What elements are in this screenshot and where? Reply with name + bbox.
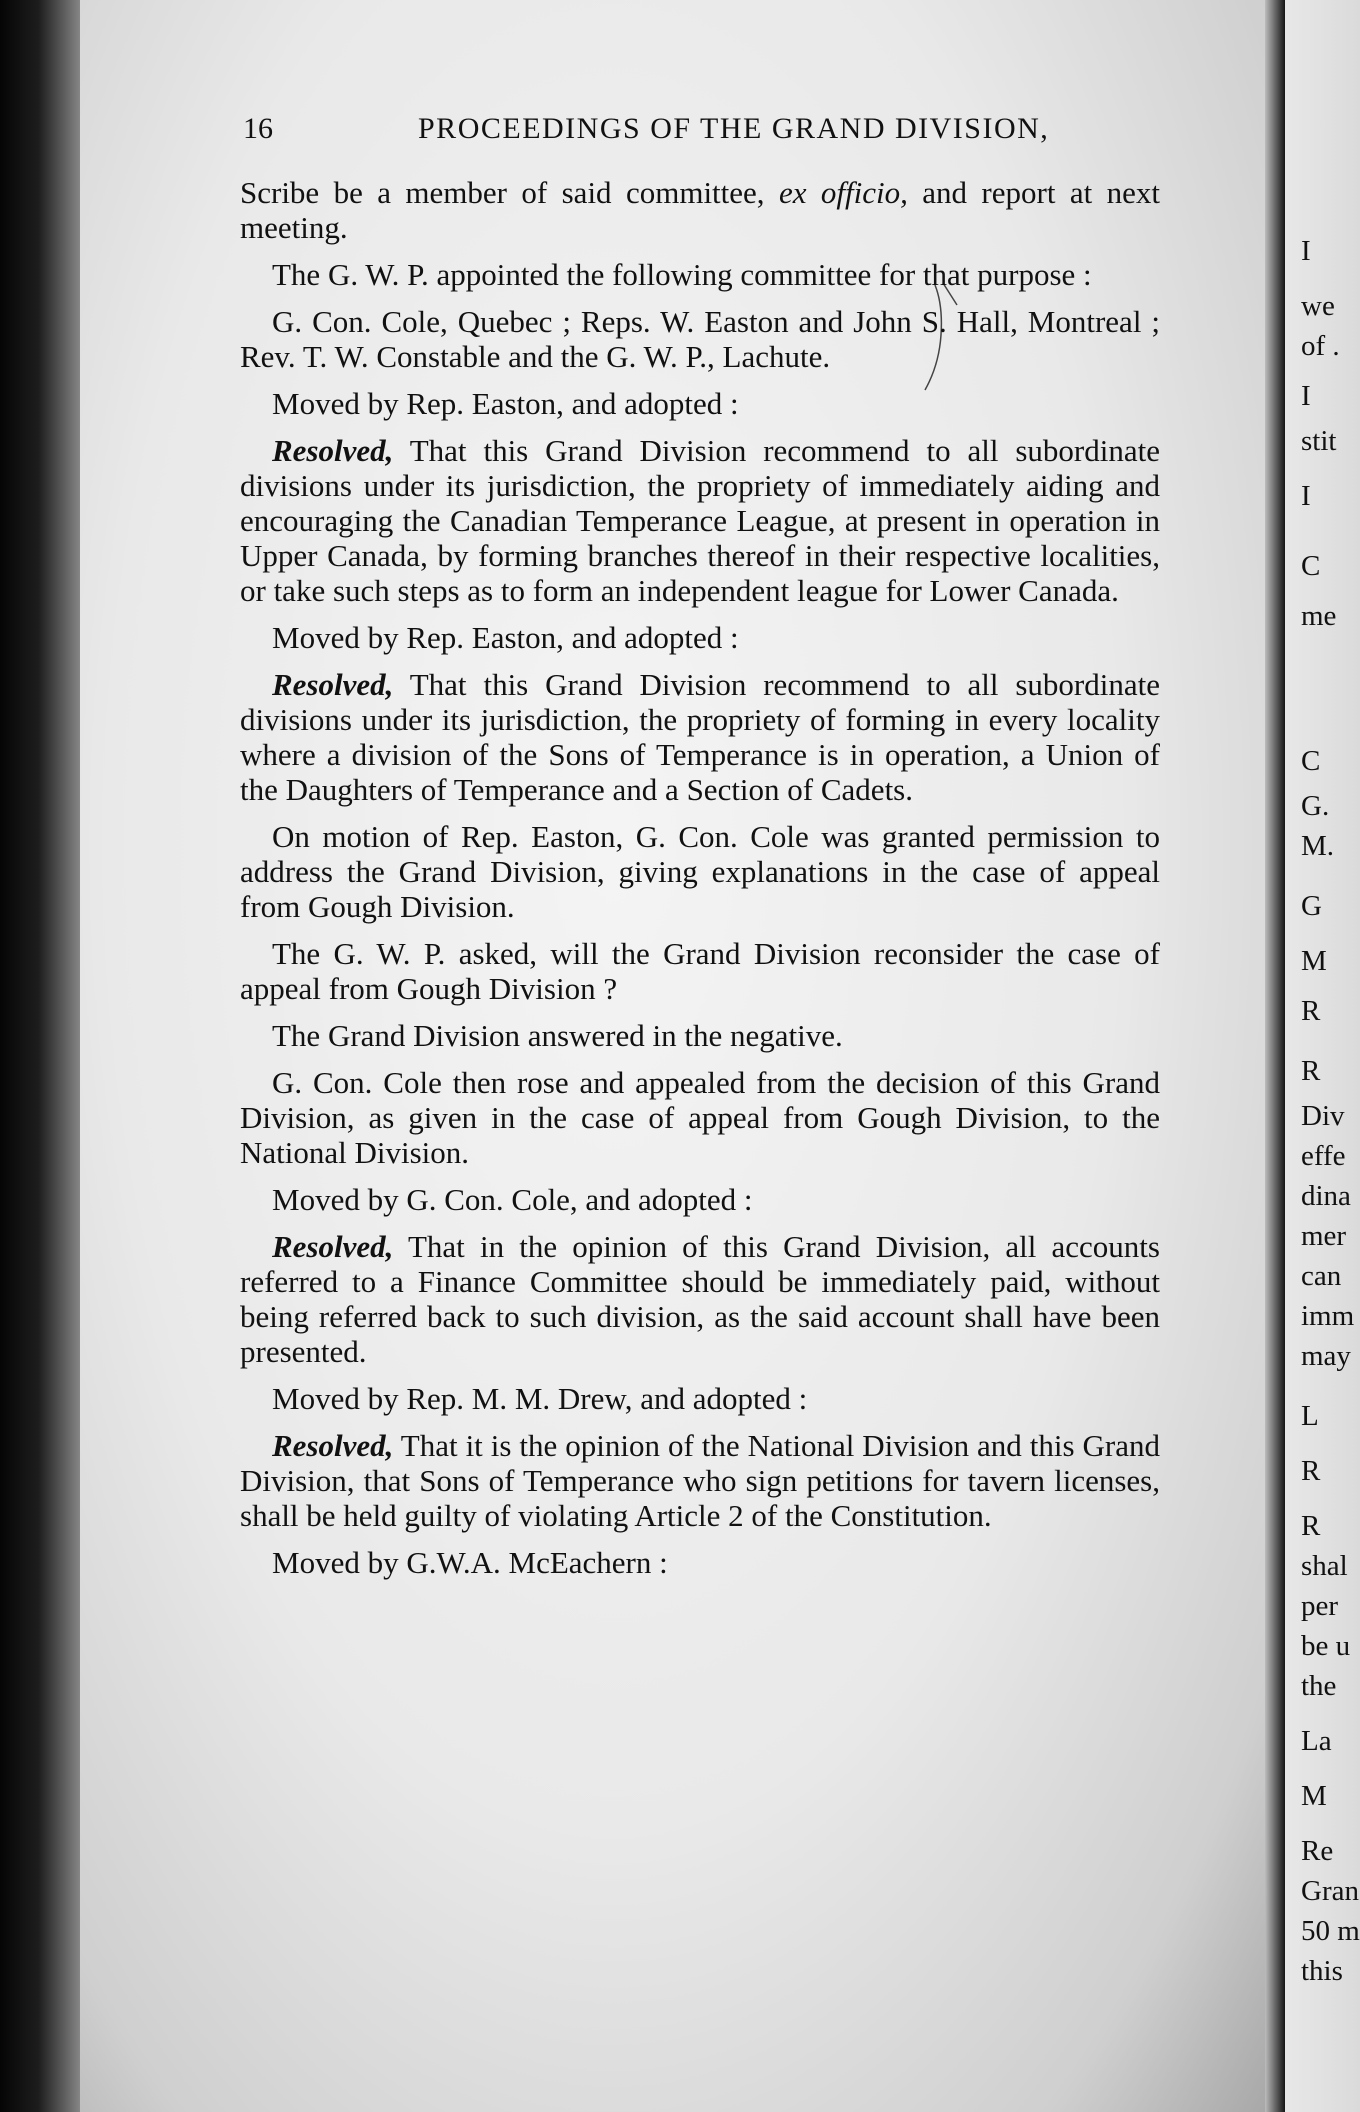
paragraph-text: G. Con. Cole, Quebec ; Reps. W. Easton and John S. Hall, Montreal ; Rev. T. W. Constable and the G. W. P., Lachute. xyxy=(240,304,1160,374)
resolved-lead: Resolved, xyxy=(272,1229,394,1264)
facing-page-fragment: C xyxy=(1301,550,1321,582)
facing-page-fragment: per xyxy=(1301,1590,1339,1622)
facing-page-fragment: R xyxy=(1301,1510,1321,1542)
paragraph xyxy=(240,386,1160,421)
facing-page-edge xyxy=(1285,0,1360,2112)
resolved-lead: Resolved, xyxy=(272,667,394,702)
facing-page-fragment: be u xyxy=(1301,1630,1351,1662)
facing-page-fragment: La xyxy=(1301,1725,1332,1757)
facing-page-fragment: L xyxy=(1301,1400,1319,1432)
facing-page-fragment: R xyxy=(1301,995,1321,1027)
facing-page-fragment: I xyxy=(1301,480,1311,512)
paragraph xyxy=(240,1229,1160,1369)
facing-page-fragment: G. xyxy=(1301,790,1330,822)
page-body-text xyxy=(240,175,1160,1592)
paragraph-text: Moved by G. Con. Cole, and adopted : xyxy=(272,1182,753,1217)
paragraph-text: Moved by Rep. M. M. Drew, and adopted : xyxy=(272,1381,808,1416)
paragraph-text: The Grand Division answered in the negative. xyxy=(272,1018,843,1053)
paragraph-text: That this Grand Division recommend to all subordinate divisions under its jurisdiction, the propriety of immediately aiding and encouraging the Canadian Temperance League, at present in operation in Upper Canada, by forming branches thereof in their respective localities, or take such steps as to form an independent league for Lower Canada. xyxy=(240,433,1160,608)
facing-page-fragment: can xyxy=(1301,1260,1342,1292)
facing-page-fragment: effe xyxy=(1301,1140,1346,1172)
resolved-lead: Resolved, xyxy=(272,433,394,468)
facing-page-fragment: this xyxy=(1301,1955,1343,1987)
facing-page-fragment: we xyxy=(1301,290,1335,322)
paragraph-text: That in the opinion of this Grand Division, all accounts referred to a Finance Committee should be immediately paid, without being referred back to such division, as the said account shall have been presented. xyxy=(240,1229,1160,1369)
facing-page-fragment: R xyxy=(1301,1455,1321,1487)
facing-page-fragment: imm xyxy=(1301,1300,1355,1332)
paragraph xyxy=(240,304,1160,374)
paragraph-text: On motion of Rep. Easton, G. Con. Cole was granted permission to address the Grand Division, giving explanations in the case of appeal from Gough Division. xyxy=(240,819,1160,924)
paragraph xyxy=(240,1065,1160,1170)
paragraph xyxy=(240,667,1160,807)
facing-page-fragment: mer xyxy=(1301,1220,1347,1252)
paragraph xyxy=(240,1182,1160,1217)
facing-page-fragment: of . xyxy=(1301,330,1340,362)
paragraph xyxy=(240,1545,1160,1580)
paragraph-text: That it is the opinion of the National Division and this Grand Division, that Sons of Temperance who sign petitions for tavern licenses, shall be held guilty of violating Article 2 of the Constitution. xyxy=(240,1428,1160,1533)
paragraph-tail: and report at next meeting. xyxy=(240,175,1160,245)
facing-page-fragment: stit xyxy=(1301,425,1337,457)
page-header xyxy=(160,112,1150,156)
paragraph xyxy=(240,257,1160,292)
paragraph-text: Moved by G.W.A. McEachern : xyxy=(272,1545,668,1580)
page-number: 16 xyxy=(243,112,273,145)
paragraph-text: Moved by Rep. Easton, and adopted : xyxy=(272,620,739,655)
facing-page-fragment: Re xyxy=(1301,1835,1334,1867)
paragraph xyxy=(240,620,1160,655)
paragraph-text: That this Grand Division recommend to all subordinate divisions under its jurisdiction, the propriety of forming in every locality where a division of the Sons of Temperance is in operation, a Union of the Daughters of Temperance and a Section of Cadets. xyxy=(240,667,1160,807)
facing-page-fragment: 50 m xyxy=(1301,1915,1360,1947)
facing-page-fragment: C xyxy=(1301,745,1321,777)
paragraph-text: Moved by Rep. Easton, and adopted : xyxy=(272,386,739,421)
facing-page-fragment: M. xyxy=(1301,830,1335,862)
paragraph xyxy=(240,1381,1160,1416)
paragraph-text: Scribe be a member of said committee, xyxy=(240,175,779,210)
paragraph xyxy=(240,936,1160,1006)
paragraph xyxy=(240,433,1160,608)
facing-page-fragment: I xyxy=(1301,380,1311,412)
facing-page-fragment: Div xyxy=(1301,1100,1345,1132)
facing-page-fragment: R xyxy=(1301,1055,1321,1087)
paragraph xyxy=(240,175,1160,245)
paragraph-text: The G. W. P. asked, will the Grand Division reconsider the case of appeal from Gough Division ? xyxy=(240,936,1160,1006)
facing-page-fragment: M xyxy=(1301,1780,1327,1812)
facing-page-fragment: shal xyxy=(1301,1550,1348,1582)
paragraph-text: The G. W. P. appointed the following committee for that purpose : xyxy=(272,257,1092,292)
resolved-lead: Resolved, xyxy=(272,1428,394,1463)
paragraph-text: G. Con. Cole then rose and appealed from the decision of this Grand Division, as given in the case of appeal from Gough Division, to the National Division. xyxy=(240,1065,1160,1170)
facing-page-fragment: dina xyxy=(1301,1180,1351,1212)
paragraph xyxy=(240,1428,1160,1533)
facing-page-fragment: may xyxy=(1301,1340,1351,1372)
facing-page-fragment: me xyxy=(1301,600,1337,632)
page-gutter xyxy=(1265,0,1285,2112)
facing-page-fragment: Gran xyxy=(1301,1875,1359,1907)
running-head: PROCEEDINGS OF THE GRAND DIVISION, xyxy=(418,112,1050,145)
facing-page-fragment: the xyxy=(1301,1670,1337,1702)
facing-page-fragment: M xyxy=(1301,945,1327,977)
italic-phrase: ex officio, xyxy=(778,175,908,210)
facing-page-fragment: G xyxy=(1301,890,1322,922)
paragraph xyxy=(240,819,1160,924)
facing-page-fragment: I xyxy=(1301,235,1311,267)
paragraph xyxy=(240,1018,1160,1053)
